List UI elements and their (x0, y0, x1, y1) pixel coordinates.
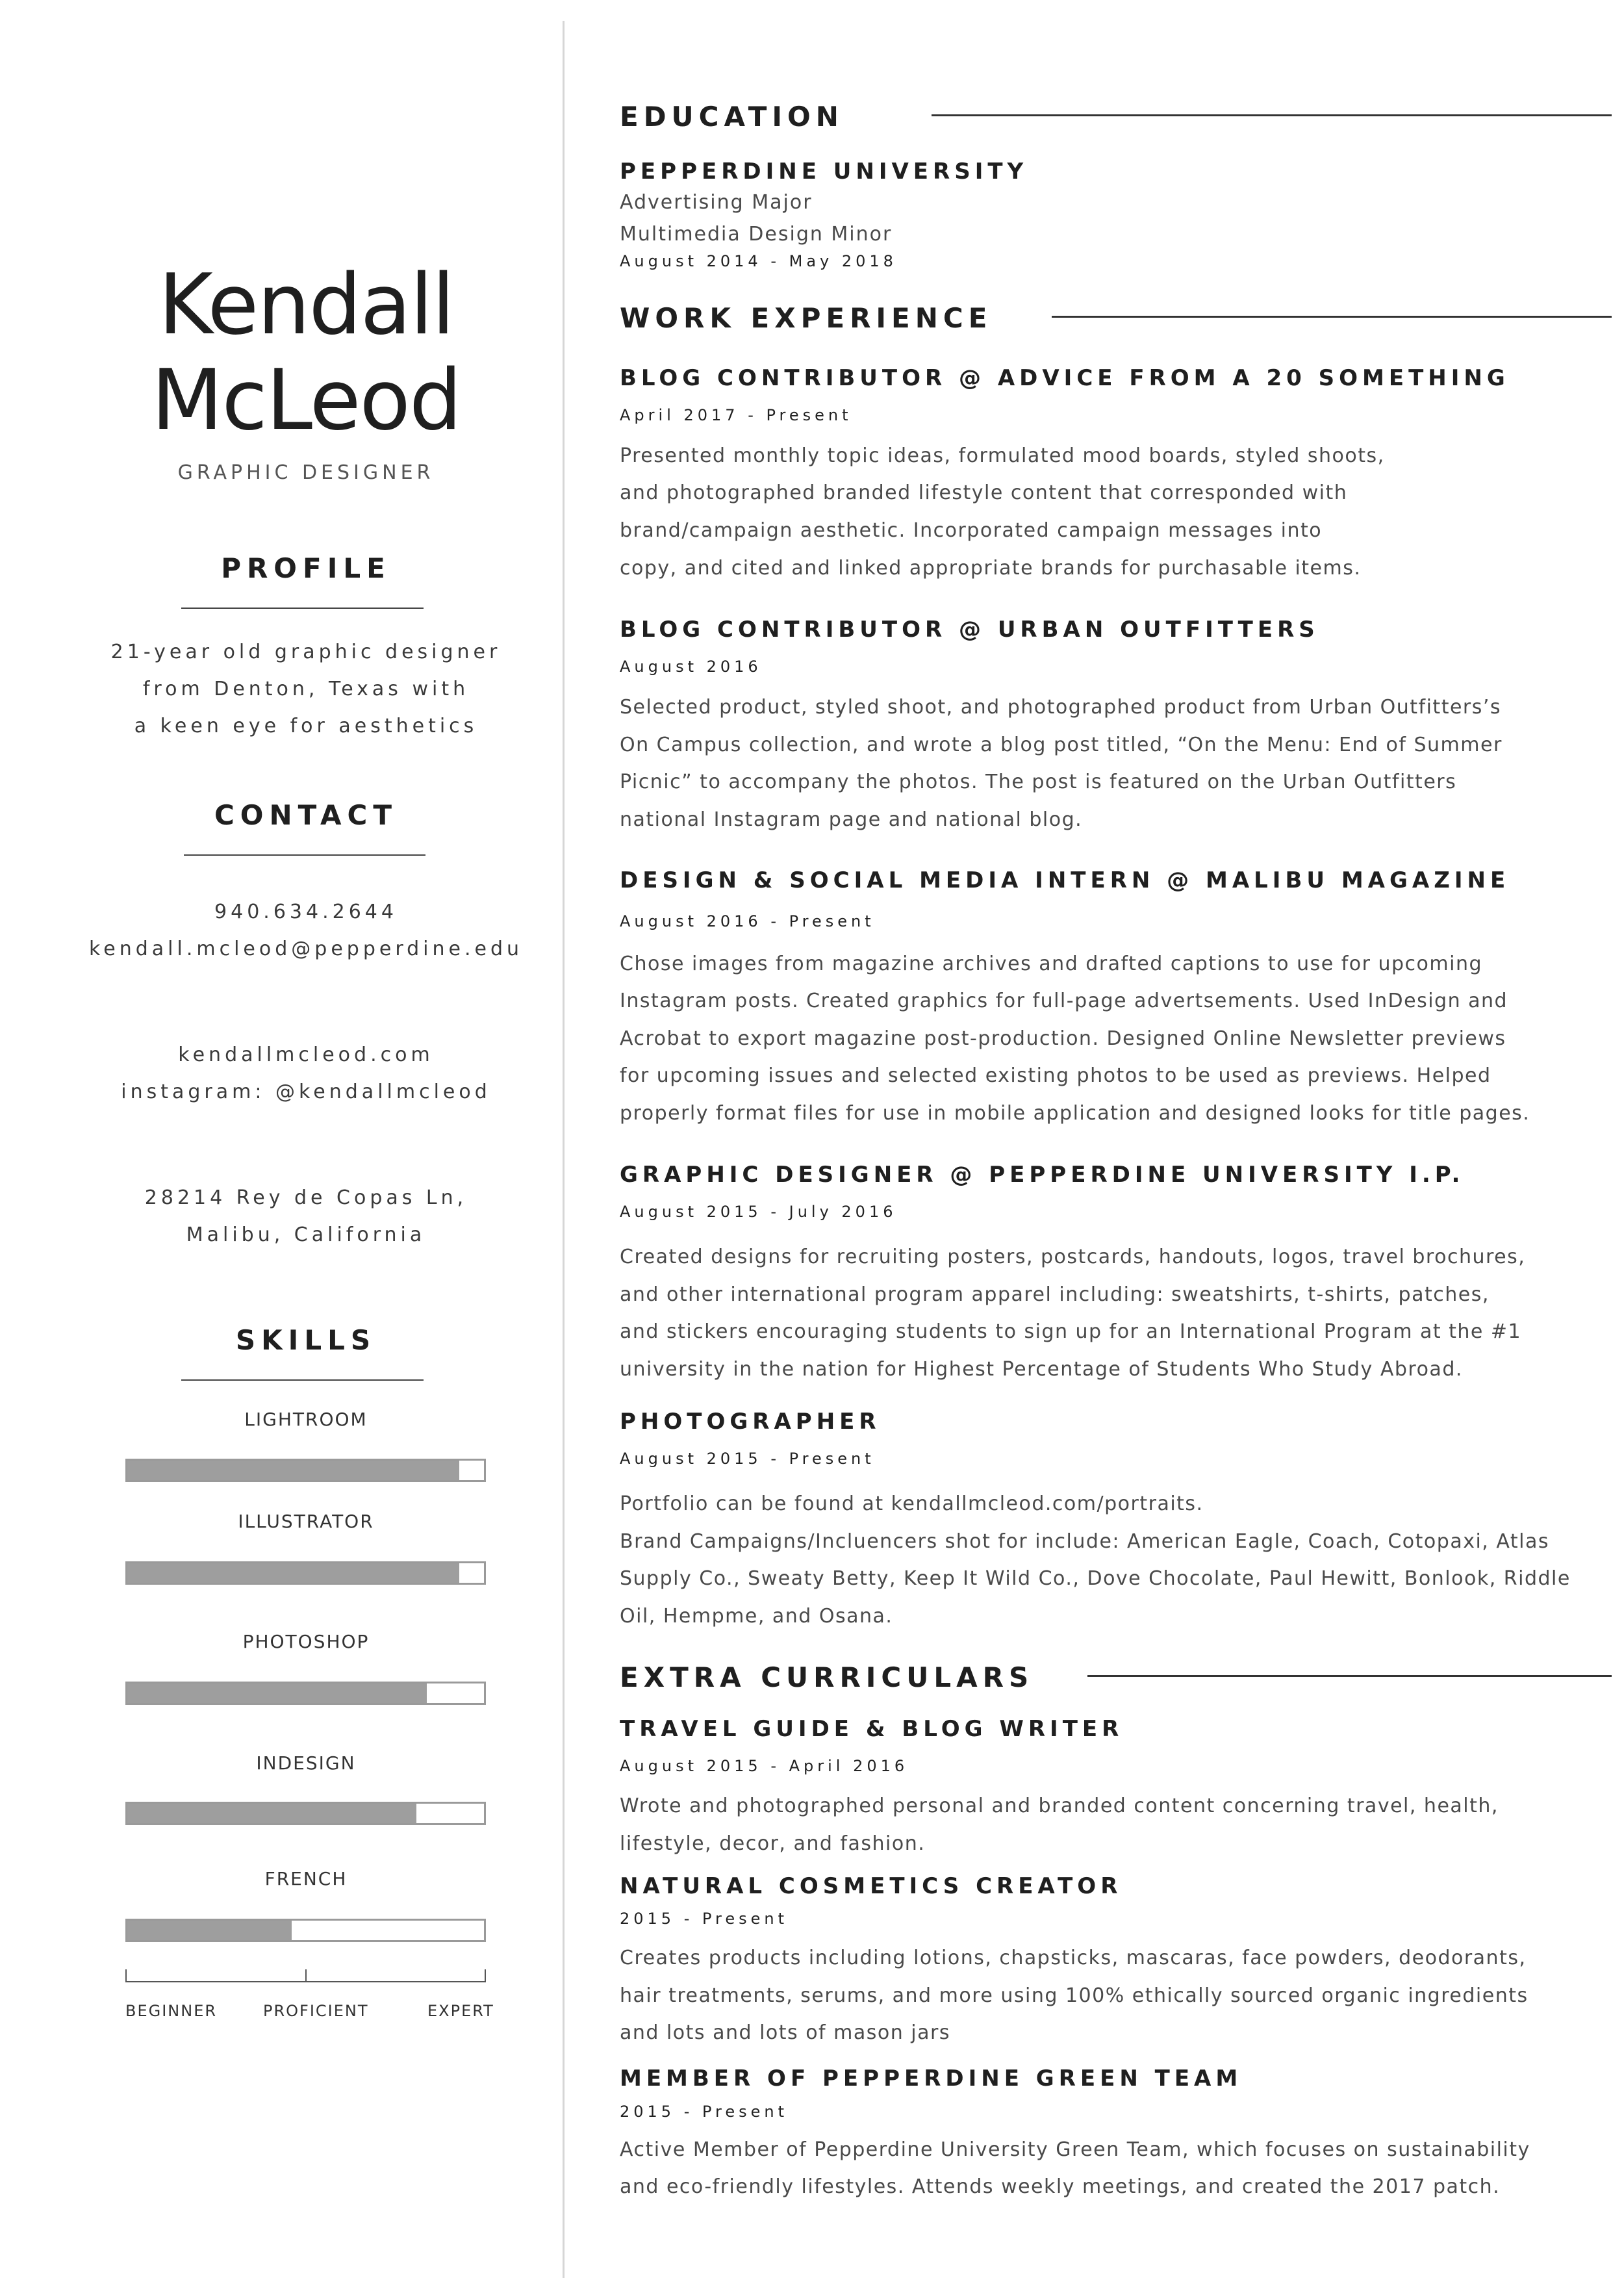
job-description-line: Oil, Hempme, and Osana. (620, 1605, 893, 1628)
contact-address-line-1: 28214 Rey de Copas Ln, (144, 1186, 468, 1209)
skill-scale-tick (485, 1969, 486, 1982)
activity-description-line: and eco-friendly lifestyles. Attends weekly meetings, and created the 2017 patch. (620, 2175, 1501, 2198)
skill-bar-fill (127, 1563, 459, 1583)
job-description-line: copy, and cited and linked appropriate brands for purchasable items. (620, 557, 1362, 580)
activity-description-line: and lots and lots of mason jars (620, 2021, 950, 2044)
activity-title: NATURAL COSMETICS CREATOR (620, 1873, 1123, 1899)
education-rule (932, 114, 1612, 116)
job-description-line: Brand Campaigns/Incluencers shot for include: American Eagle, Coach, Cotopaxi, Atlas (620, 1530, 1549, 1553)
skill-scale-tick (125, 1969, 127, 1982)
job-title: BLOG CONTRIBUTOR @ ADVICE FROM A 20 SOMETHING (620, 365, 1510, 391)
contact-email[interactable]: kendall.mcleod@pepperdine.edu (88, 938, 524, 960)
name-last: McLeod (151, 352, 461, 449)
skill-scale-beginner: BEGINNER (125, 2002, 218, 2020)
activity-description-line: lifestyle, decor, and fashion. (620, 1832, 926, 1855)
profile-line-3: a keen eye for aesthetics (134, 715, 478, 737)
skill-label: PHOTOSHOP (242, 1631, 370, 1652)
job-description-line: On Campus collection, and wrote a blog post titled, “On the Menu: End of Summer (620, 734, 1503, 756)
job-description-line: Created designs for recruiting posters, postcards, handouts, logos, travel brochures, (620, 1246, 1526, 1268)
profile-line-2: from Denton, Texas with (142, 678, 470, 700)
job-description-line: Acrobat to export magazine post-production. Designed Online Newsletter previews (620, 1027, 1506, 1050)
extra-heading: EXTRA CURRICULARS (620, 1661, 1034, 1693)
education-school: PEPPERDINE UNIVERSITY (620, 159, 1028, 185)
contact-address-line-2: Malibu, California (186, 1223, 426, 1246)
skill-scale-expert: EXPERT (427, 2002, 494, 2020)
job-dates: August 2015 - Present (620, 1450, 875, 1468)
job-description-line: national Instagram page and national blog. (620, 808, 1083, 831)
activity-title: TRAVEL GUIDE & BLOG WRITER (620, 1716, 1124, 1742)
contact-phone[interactable]: 940.634.2644 (214, 901, 398, 923)
job-title: GRAPHIC DESIGNER @ PEPPERDINE UNIVERSITY I.P. (620, 1162, 1465, 1188)
education-major: Advertising Major (620, 191, 813, 214)
skill-bar (125, 1682, 486, 1705)
work-heading: WORK EXPERIENCE (620, 302, 993, 334)
activity-title: MEMBER OF PEPPERDINE GREEN TEAM (620, 2066, 1243, 2092)
job-description-line: Supply Co., Sweaty Betty, Keep It Wild Co., Dove Chocolate, Paul Hewitt, Bonlook, Riddle (620, 1567, 1571, 1590)
skill-bar-fill (127, 1804, 416, 1823)
job-dates: August 2016 (620, 658, 762, 676)
skill-bar (125, 1459, 486, 1482)
education-minor: Multimedia Design Minor (620, 223, 893, 246)
activity-dates: August 2015 - April 2016 (620, 1757, 909, 1775)
job-description-line: Instagram posts. Created graphics for full-page advertsements. Used InDesign and (620, 990, 1508, 1012)
contact-rule (184, 854, 425, 856)
job-description-line: and photographed branded lifestyle content that corresponded with (620, 481, 1348, 504)
skill-label: FRENCH (264, 1868, 348, 1889)
job-title: PHOTOGRAPHER (620, 1409, 881, 1435)
job-description-line: and other international program apparel including: sweatshirts, t-shirts, patches, (620, 1283, 1490, 1306)
activity-description-line: Wrote and photographed personal and branded content concerning travel, health, (620, 1795, 1499, 1817)
contact-website[interactable]: kendallmcleod.com (178, 1043, 434, 1066)
job-description-line: Chose images from magazine archives and drafted captions to use for upcoming (620, 953, 1483, 975)
extra-rule (1087, 1675, 1612, 1677)
activity-dates: 2015 - Present (620, 1910, 789, 1928)
job-description-line: university in the nation for Highest Percentage of Students Who Study Abroad. (620, 1358, 1463, 1381)
name-first: Kendall (158, 257, 454, 353)
education-dates: August 2014 - May 2018 (620, 252, 897, 270)
job-description-line: properly format files for use in mobile application and designed looks for title pages. (620, 1102, 1530, 1125)
job-description-line: Presented monthly topic ideas, formulated mood boards, styled shoots, (620, 444, 1385, 467)
skill-label: ILLUSTRATOR (238, 1511, 374, 1532)
job-dates: April 2017 - Present (620, 406, 852, 424)
profile-heading: PROFILE (221, 552, 391, 584)
job-role: GRAPHIC DESIGNER (177, 461, 435, 484)
activity-description-line: Active Member of Pepperdine University Green Team, which focuses on sustainability (620, 2138, 1530, 2161)
skill-scale-proficient: PROFICIENT (263, 2002, 369, 2020)
work-rule (1052, 316, 1612, 318)
job-description-line: and stickers encouraging students to sign up for an International Program at the #1 (620, 1320, 1522, 1343)
education-heading: EDUCATION (620, 101, 844, 133)
skills-rule (181, 1379, 424, 1381)
skill-bar-fill (127, 1921, 292, 1940)
job-dates: August 2015 - July 2016 (620, 1203, 897, 1221)
activity-dates: 2015 - Present (620, 2103, 789, 2121)
activity-description-line: hair treatments, serums, and more using 100% ethically sourced organic ingredients (620, 1984, 1529, 2007)
skill-scale-tick (305, 1969, 307, 1982)
contact-heading: CONTACT (214, 799, 398, 831)
job-description-line: for upcoming issues and selected existing photos to be used as previews. Helped (620, 1064, 1491, 1087)
profile-rule (181, 608, 424, 609)
skill-bar-fill (127, 1461, 459, 1480)
job-description-line: Selected product, styled shoot, and photographed product from Urban Outfitters’s (620, 696, 1502, 719)
skill-bar (125, 1919, 486, 1942)
job-title: DESIGN & SOCIAL MEDIA INTERN @ MALIBU MAGAZINE (620, 867, 1510, 893)
job-dates: August 2016 - Present (620, 912, 875, 930)
job-title: BLOG CONTRIBUTOR @ URBAN OUTFITTERS (620, 617, 1319, 643)
skill-label: INDESIGN (256, 1752, 356, 1774)
job-description-line: brand/campaign aesthetic. Incorporated campaign messages into (620, 519, 1323, 542)
job-description-line: Picnic” to accompany the photos. The post is featured on the Urban Outfitters (620, 771, 1457, 793)
skill-bar (125, 1802, 486, 1825)
skill-bar (125, 1561, 486, 1585)
skill-label: LIGHTROOM (244, 1409, 368, 1430)
job-description-line: Portfolio can be found at kendallmcleod.com/portraits. (620, 1492, 1204, 1515)
skill-bar-fill (127, 1683, 427, 1703)
contact-instagram[interactable]: instagram: @kendallmcleod (121, 1081, 491, 1103)
skills-heading: SKILLS (235, 1324, 377, 1356)
activity-description-line: Creates products including lotions, chapsticks, mascaras, face powders, deodorants, (620, 1947, 1527, 1969)
profile-line-1: 21-year old graphic designer (110, 641, 501, 663)
